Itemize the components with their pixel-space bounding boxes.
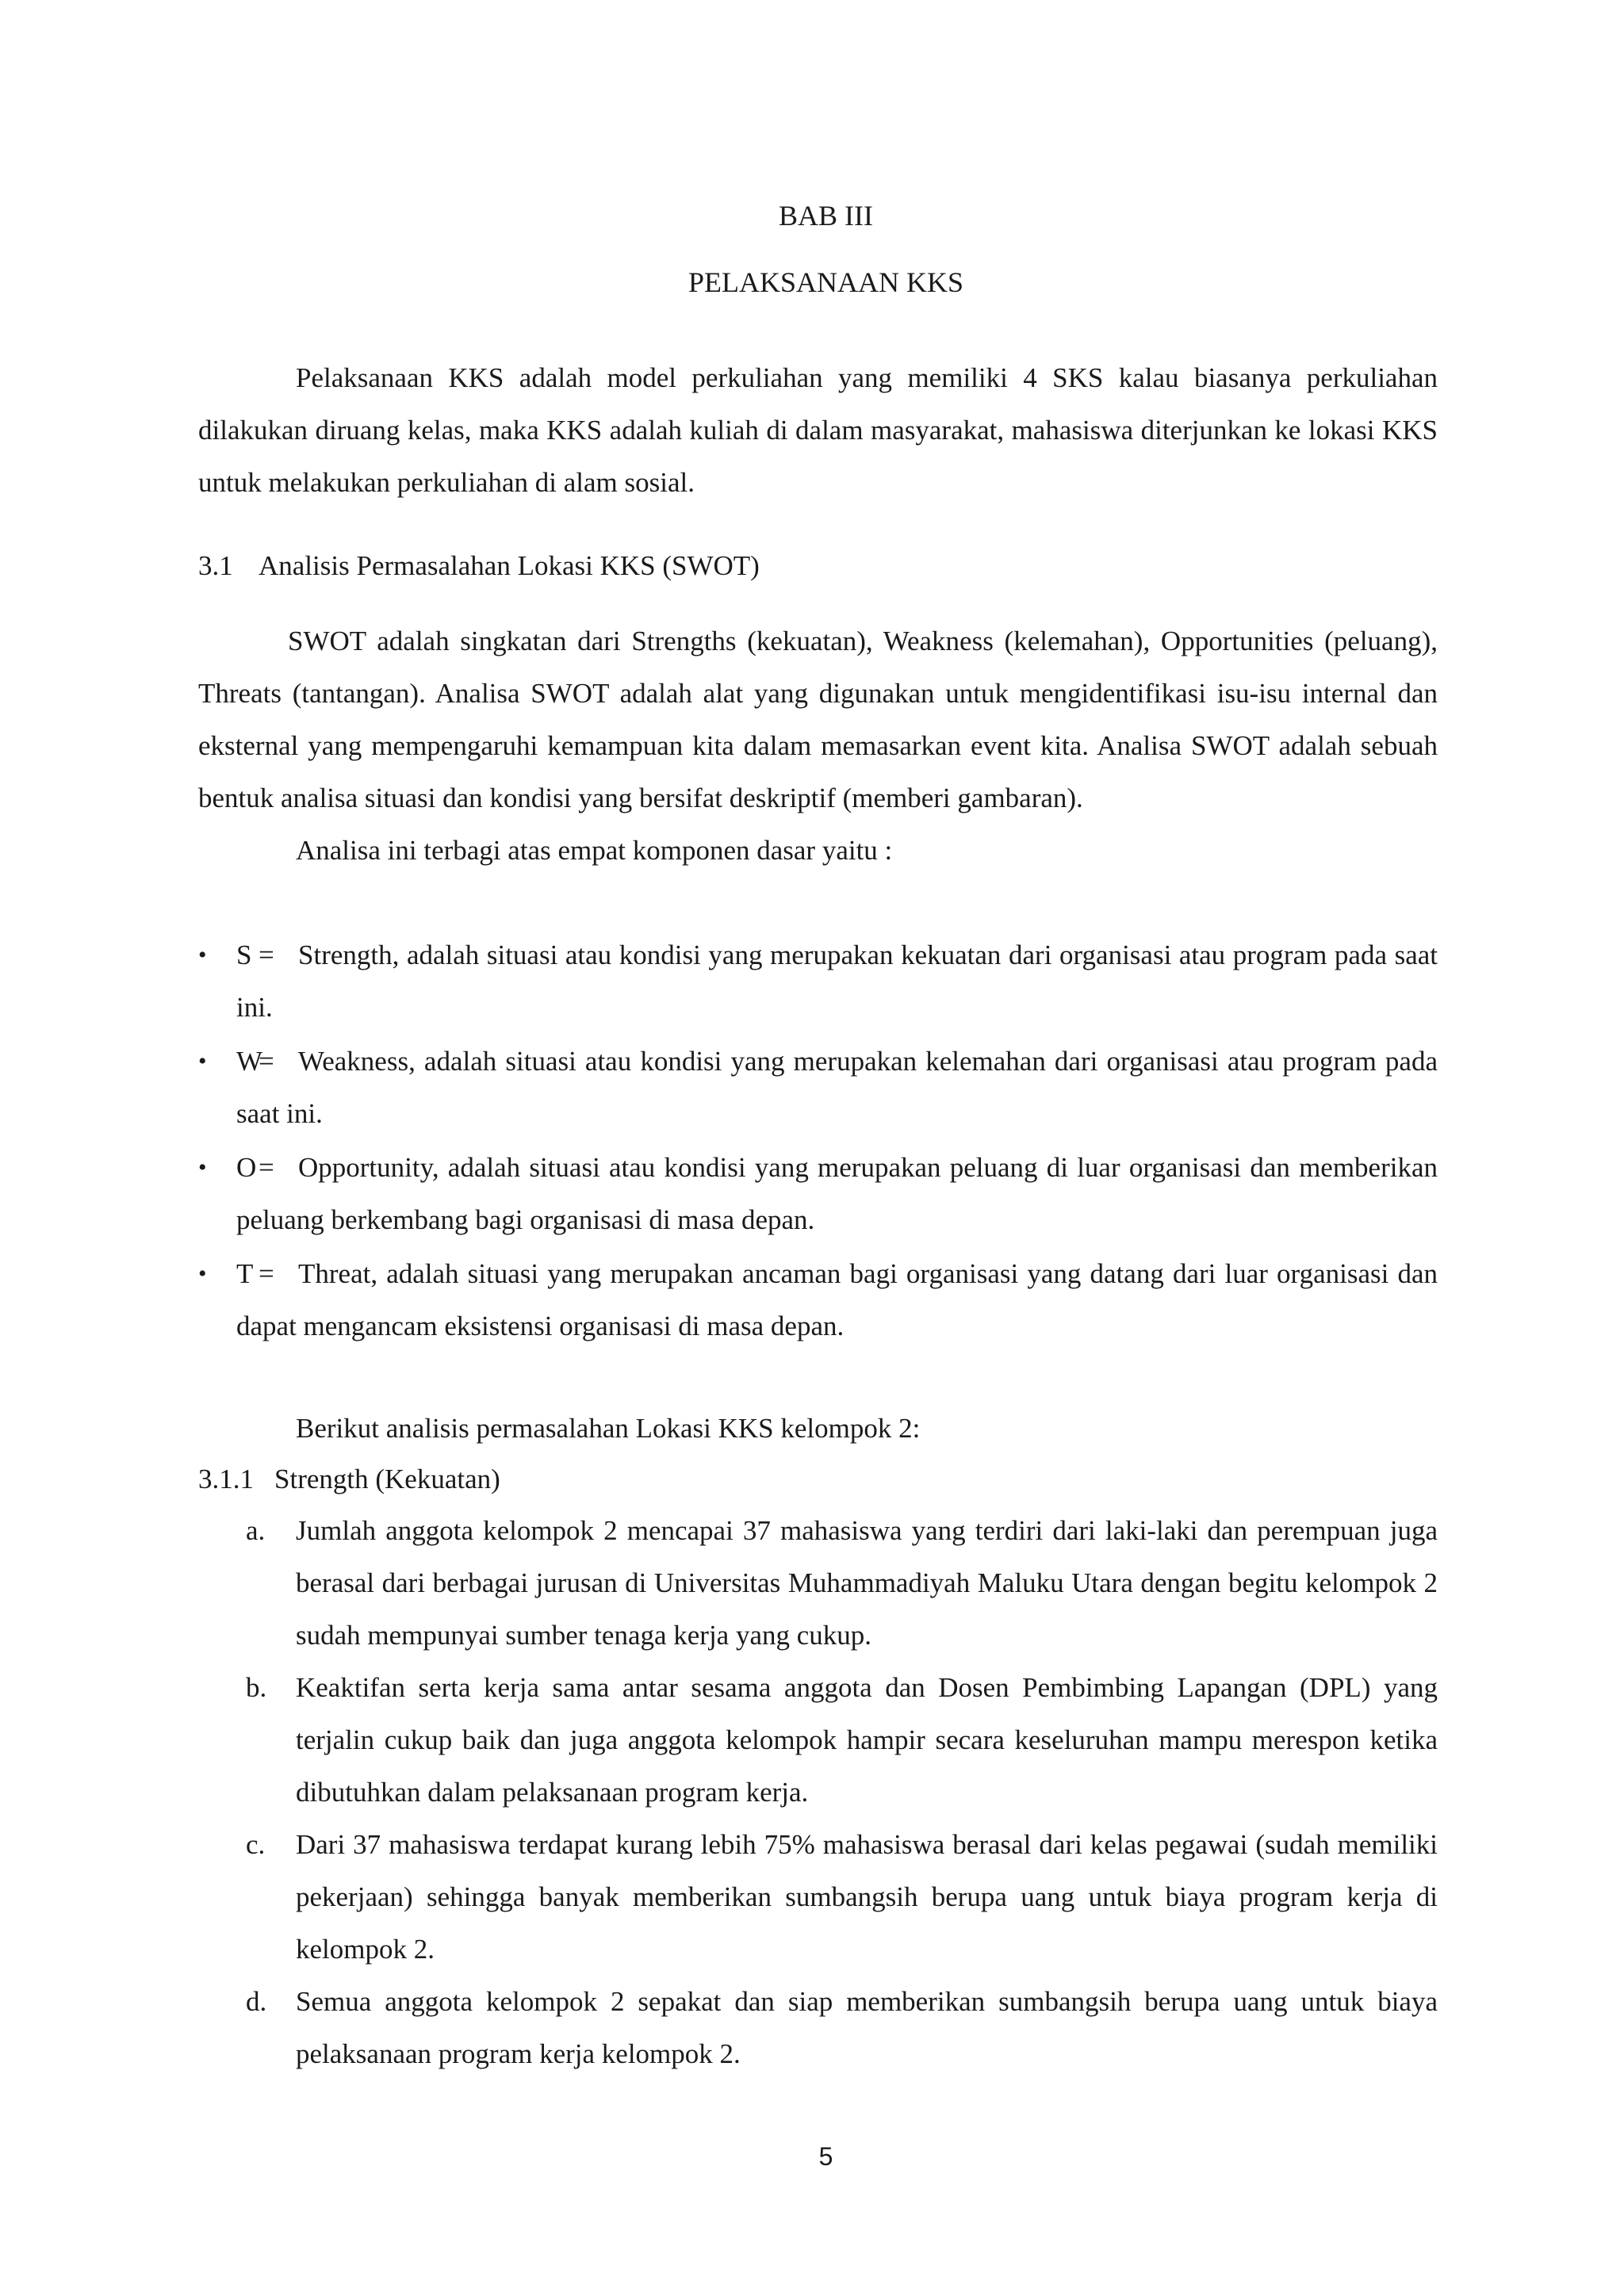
swot-components-list — [198, 929, 1438, 1354]
component-text: Weakness, adalah situasi atau kondisi yang merupakan kelemahan dari organisasi atau program pada saat ini. — [236, 1046, 1438, 1129]
list-item — [198, 929, 1438, 1034]
page-number: 5 — [818, 2142, 833, 2171]
section-number: 3.1 — [198, 550, 233, 581]
component-equals: = — [259, 939, 274, 970]
component-text: Threat, adalah situasi yang merupakan ancaman bagi organisasi yang datang dari luar organisasi dan dapat mengancam eksistensi organisasi di masa depan. — [236, 1258, 1438, 1341]
component-key: O — [236, 1152, 257, 1183]
subsection-number: 3.1.1 — [198, 1464, 254, 1494]
analysis-intro-block — [198, 1402, 1438, 1455]
component-equals: = — [259, 1258, 274, 1289]
subsection-title: Strength (Kekuatan) — [274, 1464, 500, 1494]
chapter-title: PELAKSANAAN KKS — [688, 266, 964, 298]
document-page — [198, 0, 1438, 2296]
component-key: T — [236, 1258, 254, 1289]
section-title: Analisis Permasalahan Lokasi KKS (SWOT) — [259, 550, 760, 581]
component-text: Opportunity, adalah situasi atau kondisi yang merupakan peluang di luar organisasi dan memberikan peluang berkembang bagi organisasi di masa depan. — [236, 1152, 1438, 1235]
intro-paragraph-block — [198, 352, 1438, 509]
bullet-icon: • — [198, 942, 207, 968]
item-text: Jumlah anggota kelompok 2 mencapai 37 mahasiswa yang terdiri dari laki-laki dan perempuan juga berasal dari berbagai jurusan di Universitas Muhammadiyah Maluku Utara dengan begitu kelompok 2 sudah mempunyai sumber tenaga kerja yang cukup. — [296, 1515, 1438, 1651]
components-intro: Analisa ini terbagi atas empat komponen dasar yaitu : — [296, 835, 893, 866]
list-item — [198, 1035, 1438, 1140]
list-item — [246, 1819, 1438, 1976]
strength-list — [246, 1505, 1438, 2080]
list-item — [246, 1662, 1438, 1819]
section-heading-3-1-1 — [198, 1460, 500, 1499]
component-key: W — [236, 1046, 263, 1077]
item-text: Semua anggota kelompok 2 sepakat dan siap memberikan sumbangsih berupa uang untuk biaya pelaksanaan program kerja kelompok 2. — [296, 1986, 1438, 2069]
component-equals: = — [259, 1046, 274, 1077]
list-item — [246, 1505, 1438, 1662]
list-item — [198, 1248, 1438, 1353]
analysis-intro: Berikut analisis permasalahan Lokasi KKS kelompok 2: — [296, 1413, 921, 1444]
list-item — [198, 1142, 1438, 1246]
swot-paragraph-block — [198, 615, 1438, 877]
item-letter: c. — [246, 1829, 266, 1860]
bullet-icon: • — [198, 1261, 207, 1287]
component-equals: = — [259, 1152, 274, 1183]
item-letter: b. — [246, 1672, 267, 1703]
bullet-icon: • — [198, 1048, 207, 1074]
component-key: S — [236, 939, 252, 970]
component-text: Strength, adalah situasi atau kondisi yang merupakan kekuatan dari organisasi atau program pada saat ini. — [236, 939, 1438, 1023]
chapter-number: BAB III — [779, 200, 873, 232]
section-heading-3-1 — [198, 546, 760, 586]
item-letter: a. — [246, 1515, 266, 1546]
item-text: Dari 37 mahasiswa terdapat kurang lebih 75% mahasiswa berasal dari kelas pegawai (sudah memiliki pekerjaan) sehingga banyak memberikan sumbangsih berupa uang untuk biaya program kerja di kelompok 2. — [296, 1829, 1438, 1965]
item-letter: d. — [246, 1986, 267, 2017]
item-text: Keaktifan serta kerja sama antar sesama anggota dan Dosen Pembimbing Lapangan (DPL) yang terjalin cukup baik dan juga anggota kelompok hampir secara keseluruhan mampu merespon ketika dibutuhkan dalam pelaksanaan program kerja. — [296, 1672, 1438, 1808]
list-item — [246, 1976, 1438, 2080]
intro-paragraph: Pelaksanaan KKS adalah model perkuliahan yang memiliki 4 SKS kalau biasanya perkuliahan dilakukan diruang kelas, maka KKS adalah kuliah di dalam masyarakat, mahasiswa diterjunkan ke lokasi KKS untuk melakukan perkuliahan di alam sosial. — [198, 362, 1438, 498]
swot-paragraph: SWOT adalah singkatan dari Strengths (kekuatan), Weakness (kelemahan), Opportunities (peluang), Threats (tantangan). Analisa SWOT adalah alat yang digunakan untuk mengidentifikasi isu-isu internal dan eksternal yang mempengaruhi kemampuan kita dalam memasarkan event kita. Analisa SWOT adalah sebuah bentuk analisa situasi dan kondisi yang bersifat deskriptif (memberi gambaran). — [198, 626, 1438, 813]
bullet-icon: • — [198, 1154, 207, 1181]
